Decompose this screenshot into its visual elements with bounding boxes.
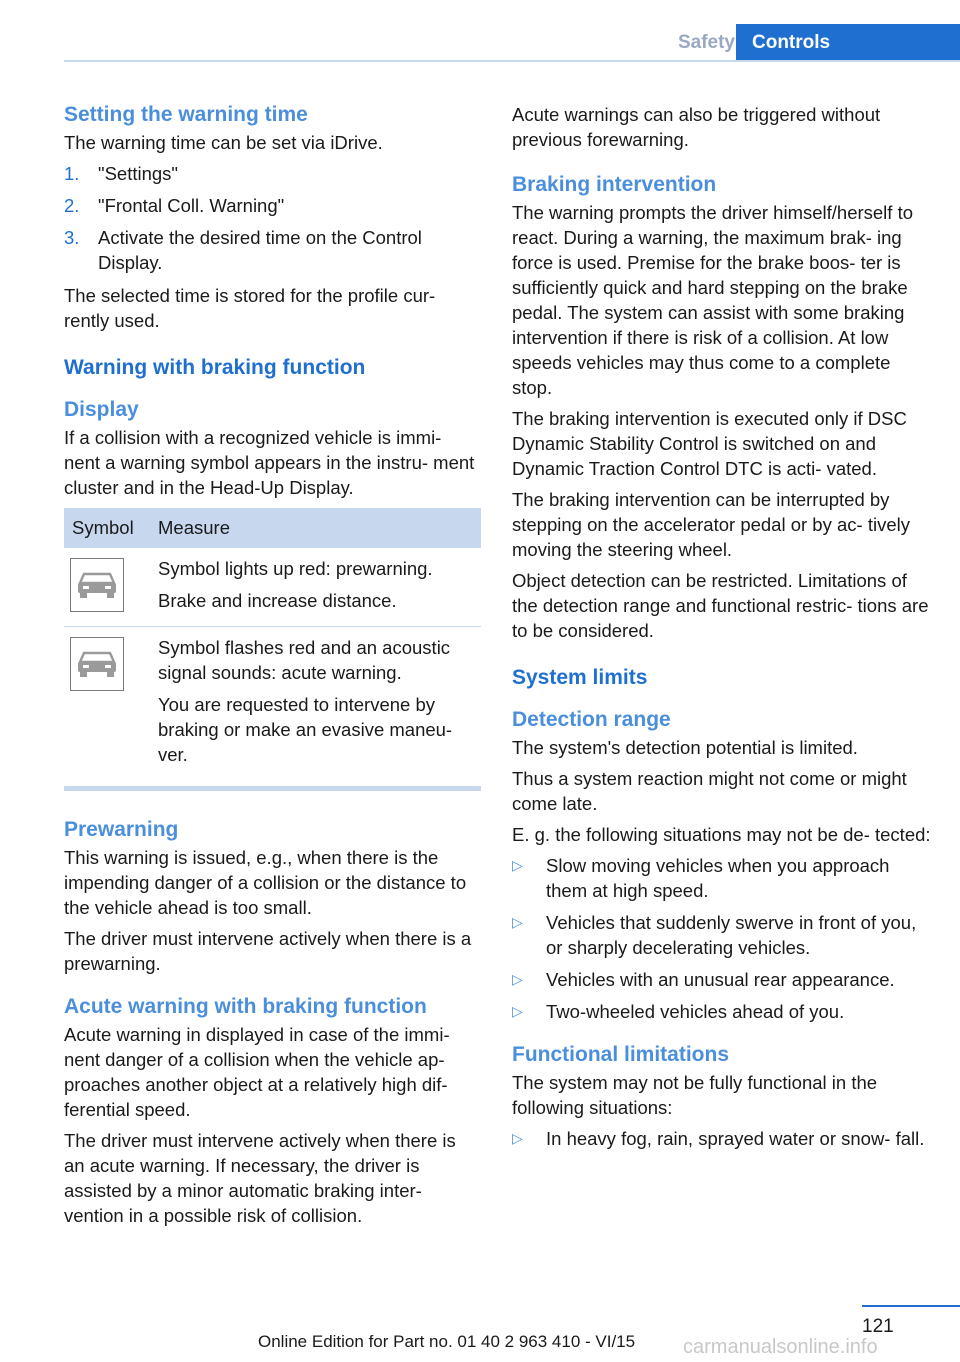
heading-detection-range: Detection range: [512, 708, 671, 731]
step-item: [64, 225, 481, 275]
heading-setting-warning-time: Setting the warning time: [64, 103, 308, 126]
table-header-symbol: Symbol: [64, 508, 150, 548]
left-column: [64, 102, 481, 1234]
table-cell-measure: [150, 548, 481, 627]
step-item: [64, 193, 481, 218]
footer-rule: [862, 1305, 960, 1307]
list-item-text: Vehicles that suddenly swerve in front of you, or sharply decelerating vehicles.: [546, 912, 917, 958]
steps-list: [64, 161, 481, 275]
list-item: [512, 999, 932, 1024]
list-item-text: In heavy fog, rain, sprayed water or snow- fall.: [546, 1128, 925, 1149]
measure-text: Brake and increase distance.: [158, 590, 397, 611]
list-item: [512, 853, 932, 903]
paragraph-functional-1: The system may not be fully functional in the following situations:: [512, 1072, 878, 1118]
paragraph-display: If a collision with a recognized vehicle is immi- nent a warning symbol appears in the instru- ment cluster and in the Head-Up Display.: [64, 427, 475, 498]
table-header-measure: Measure: [150, 508, 481, 548]
list-item-text: Slow moving vehicles when you approach them at high speed.: [546, 855, 890, 901]
step-number: 1.: [64, 163, 80, 184]
list-item: [512, 910, 932, 960]
list-item-text: Two-wheeled vehicles ahead of you.: [546, 1001, 845, 1022]
table-row: [64, 627, 481, 781]
list-item-text: Vehicles with an unusual rear appearance.: [546, 969, 895, 990]
paragraph-acute-3: Acute warnings can also be triggered without previous forewarning.: [512, 104, 881, 150]
heading-display: Display: [64, 398, 139, 421]
list-item: [512, 967, 932, 992]
step-number: 2.: [64, 195, 80, 216]
paragraph-braking-1: The warning prompts the driver himself/herself to react. During a warning, the maximum brak- ing force is used. Premise for the brake boos- ter is sufficiently quick and hard stepping on the brake pedal. The system can assist with some braking intervention if there is risk of a collision. At low speeds vehicles may thus come to a complete stop.: [512, 202, 914, 398]
functional-list: [512, 1126, 932, 1151]
table-cell-symbol: [64, 627, 150, 781]
paragraph-braking-2: The braking intervention is executed only if DSC Dynamic Stability Control is switched on and Dynamic Traction Control DTC is acti- vated.: [512, 408, 907, 479]
paragraph-warning-time: The warning time can be set via iDrive.: [64, 132, 383, 153]
paragraph-detection-1: The system's detection potential is limited.: [512, 737, 858, 758]
header-tab-safety: Safety: [677, 32, 735, 53]
heading-functional-limitations: Functional limitations: [512, 1043, 730, 1066]
paragraph-prewarning-2: The driver must intervene actively when there is a prewarning.: [64, 928, 472, 974]
measure-text: Symbol lights up red: prewarning.: [158, 558, 433, 579]
heading-system-limits: System limits: [512, 666, 648, 689]
table-cell-measure: [150, 627, 481, 781]
heading-acute-warning: Acute warning with braking function: [64, 995, 427, 1018]
right-column: [512, 102, 932, 1159]
heading-braking-intervention: Braking intervention: [512, 173, 717, 196]
triangle-bullet-icon: ▷: [512, 914, 523, 930]
list-item: [512, 1126, 932, 1151]
detection-list: [512, 853, 932, 1024]
car-rear-icon: [70, 558, 124, 612]
paragraph-acute-1: Acute warning in displayed in case of the immi- nent danger of a collision when the vehicle ap- proaches another object at a relatively high dif- ferential speed.: [64, 1024, 450, 1120]
paragraph-braking-3: The braking intervention can be interrupted by stepping on the accelerator pedal or by ac- tively moving the steering wheel.: [512, 489, 910, 560]
triangle-bullet-icon: ▷: [512, 1003, 523, 1019]
header-rule: [64, 60, 960, 62]
measure-text: You are requested to intervene by braking or make an evasive maneu- ver.: [158, 694, 453, 765]
paragraph-selected-time: The selected time is stored for the profile cur- rently used.: [64, 285, 436, 331]
step-text: Activate the desired time on the Control Display.: [98, 227, 422, 273]
measure-text: Symbol flashes red and an acoustic signal sounds: acute warning.: [158, 637, 451, 683]
paragraph-detection-3: E. g. the following situations may not be de- tected:: [512, 824, 931, 845]
step-text: "Frontal Coll. Warning": [98, 195, 285, 216]
triangle-bullet-icon: ▷: [512, 1130, 523, 1146]
page-number: 121: [862, 1316, 894, 1337]
triangle-bullet-icon: ▷: [512, 971, 523, 987]
paragraph-braking-4: Object detection can be restricted. Limitations of the detection range and functional restric- tions are to be considered.: [512, 570, 929, 641]
footer-edition: Online Edition for Part no. 01 40 2 963 410 - VI/15: [258, 1332, 636, 1351]
symbol-measure-table: [64, 508, 481, 780]
table-cell-symbol: [64, 548, 150, 627]
step-text: "Settings": [98, 163, 178, 184]
step-item: [64, 161, 481, 186]
heading-prewarning: Prewarning: [64, 818, 179, 841]
header-tab-controls: Controls: [736, 24, 960, 62]
paragraph-detection-2: Thus a system reaction might not come or might come late.: [512, 768, 907, 814]
triangle-bullet-icon: ▷: [512, 857, 523, 873]
heading-warning-braking-function: Warning with braking function: [64, 356, 366, 379]
paragraph-acute-2: The driver must intervene actively when there is an acute warning. If necessary, the driver is assisted by a minor automatic braking inter- vention in a possible risk of collision.: [64, 1130, 456, 1226]
table-row: [64, 548, 481, 627]
car-rear-icon: [70, 637, 124, 691]
paragraph-prewarning-1: This warning is issued, e.g., when there is the impending danger of a collision or the distance to the vehicle ahead is too small.: [64, 847, 467, 918]
table-bottom-rule: [64, 786, 481, 791]
watermark: carmanualsonline.info: [683, 1336, 878, 1358]
step-number: 3.: [64, 227, 80, 248]
